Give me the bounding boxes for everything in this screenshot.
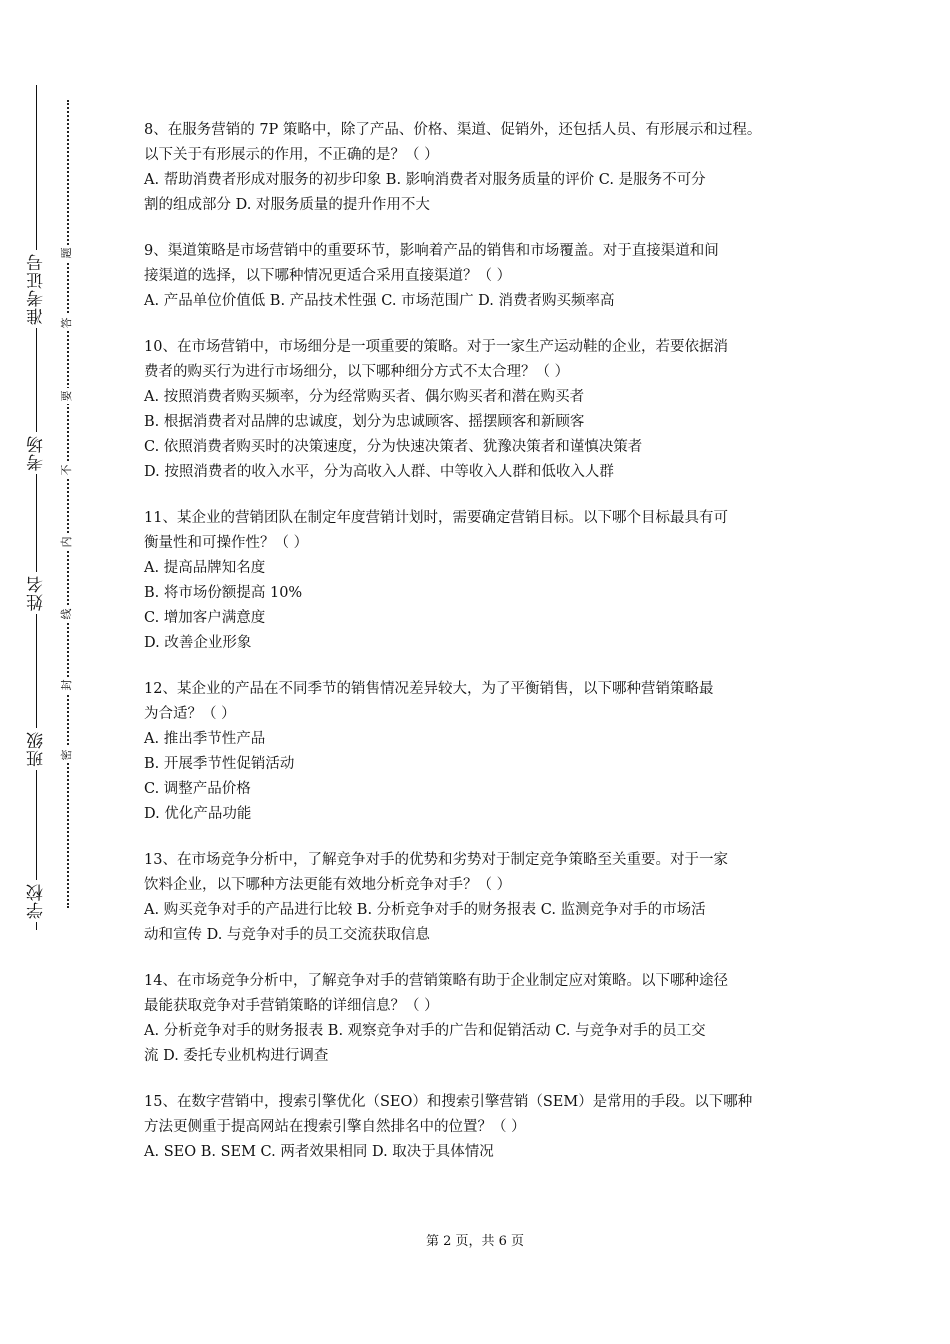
binding-margin [0,0,100,1344]
question-8 [144,118,814,218]
seal-char: 密 [60,747,74,763]
question-line: 衡量性和可操作性？（ ） [144,535,309,551]
option-d: D. 优化产品功能 [144,806,252,822]
question-line: 10、在市场营销中，市场细分是一项重要的策略。对于一家生产运动鞋的企业，若要依据消 [144,339,728,355]
option-c: C. 依照消费者购买时的决策速度，分为快速决策者、犹豫决策者和谨慎决策者 [144,439,643,455]
label-exam-number: 准考证号 [26,250,48,328]
question-line: 以下关于有形展示的作用，不正确的是？（ ） [144,147,439,163]
question-line: 费者的购买行为进行市场细分，以下哪种细分方式不太合理？（ ） [144,364,570,380]
question-13 [144,848,814,948]
option-c: C. 调整产品价格 [144,781,251,797]
seal-char: 封 [60,677,74,693]
seal-char: 题 [60,245,74,261]
option-line: A. 产品单位价值低 B. 产品技术性强 C. 市场范围广 D. 消费者购买频率高 [144,293,615,309]
binding-solid-line [36,85,37,930]
question-line: 最能获取竞争对手营销策略的详细信息？（ ） [144,998,439,1014]
label-class: 班级 [26,728,48,770]
option-d: D. 按照消费者的收入水平，分为高收入人群、中等收入人群和低收入人群 [144,464,614,480]
question-line: 9、渠道策略是市场营销中的重要环节，影响着产品的销售和市场覆盖。对于直接渠道和间 [144,243,719,259]
option-line: A. 购买竞争对手的产品进行比较 B. 分析竞争对手的财务报表 C. 监测竞争对手的市场活 [144,902,706,918]
seal-char: 内 [60,534,74,550]
question-11 [144,506,814,656]
seal-char: 要 [60,388,74,404]
question-line: 14、在市场竞争分析中，了解竞争对手的营销策略有助于企业制定应对策略。以下哪种途径 [144,973,728,989]
option-line: 割的组成部分 D. 对服务质量的提升作用不大 [144,197,430,213]
question-14 [144,969,814,1069]
label-name: 姓名 [26,572,48,614]
question-9 [144,239,814,314]
question-line: 接渠道的选择，以下哪种情况更适合采用直接渠道？（ ） [144,268,512,284]
option-a: A. 按照消费者购买频率，分为经常购买者、偶尔购买者和潜在购买者 [144,389,585,405]
question-10 [144,335,814,485]
question-line: 8、在服务营销的 7P 策略中，除了产品、价格、渠道、促销外，还包括人员、有形展示和过程。 [144,122,762,138]
question-line: 饮料企业，以下哪种方法更能有效地分析竞争对手？（ ） [144,877,512,893]
option-line: A. 分析竞争对手的财务报表 B. 观察竞争对手的广告和促销活动 C. 与竞争对手的员工交 [144,1023,706,1039]
option-a: A. 推出季节性产品 [144,731,266,747]
question-line: 15、在数字营销中，搜索引擎优化（SEO）和搜索引擎营销（SEM）是常用的手段。以下哪种 [144,1094,753,1110]
label-school: 学校 [26,880,48,922]
option-b: B. 根据消费者对品牌的忠诚度，划分为忠诚顾客、摇摆顾客和新顾客 [144,414,585,430]
option-line: 流 D. 委托专业机构进行调查 [144,1048,329,1064]
question-line: 13、在市场竞争分析中，了解竞争对手的优势和劣势对于制定竞争策略至关重要。对于一家 [144,852,728,868]
option-b: B. 将市场份额提高 10% [144,585,303,601]
option-line: A. SEO B. SEM C. 两者效果相同 D. 取决于具体情况 [144,1144,494,1160]
question-line: 为合适？（ ） [144,706,236,722]
question-15 [144,1090,814,1165]
option-c: C. 增加客户满意度 [144,610,266,626]
option-line: A. 帮助消费者形成对服务的初步印象 B. 影响消费者对服务质量的评价 C. 是服务不可分 [144,172,706,188]
option-d: D. 改善企业形象 [144,635,252,651]
seal-char: 答 [60,315,74,331]
question-line: 12、某企业的产品在不同季节的销售情况差异较大，为了平衡销售，以下哪种营销策略最 [144,681,714,697]
label-exam-room: 考场 [26,432,48,474]
seal-dotted-line [67,100,69,908]
page-number: 第 2 页，共 6 页 [425,1234,525,1249]
question-line: 方法更侧重于提高网站在搜索引擎自然排名中的位置？（ ） [144,1119,526,1135]
option-a: A. 提高品牌知名度 [144,560,266,576]
option-line: 动和宣传 D. 与竞争对手的员工交流获取信息 [144,927,430,943]
seal-char: 不 [60,462,74,478]
question-line: 11、某企业的营销团队在制定年度营销计划时，需要确定营销目标。以下哪个目标最具有可 [144,510,728,526]
seal-char: 线 [60,606,74,622]
option-b: B. 开展季节性促销活动 [144,756,295,772]
question-list [144,118,814,1186]
question-12 [144,677,814,827]
